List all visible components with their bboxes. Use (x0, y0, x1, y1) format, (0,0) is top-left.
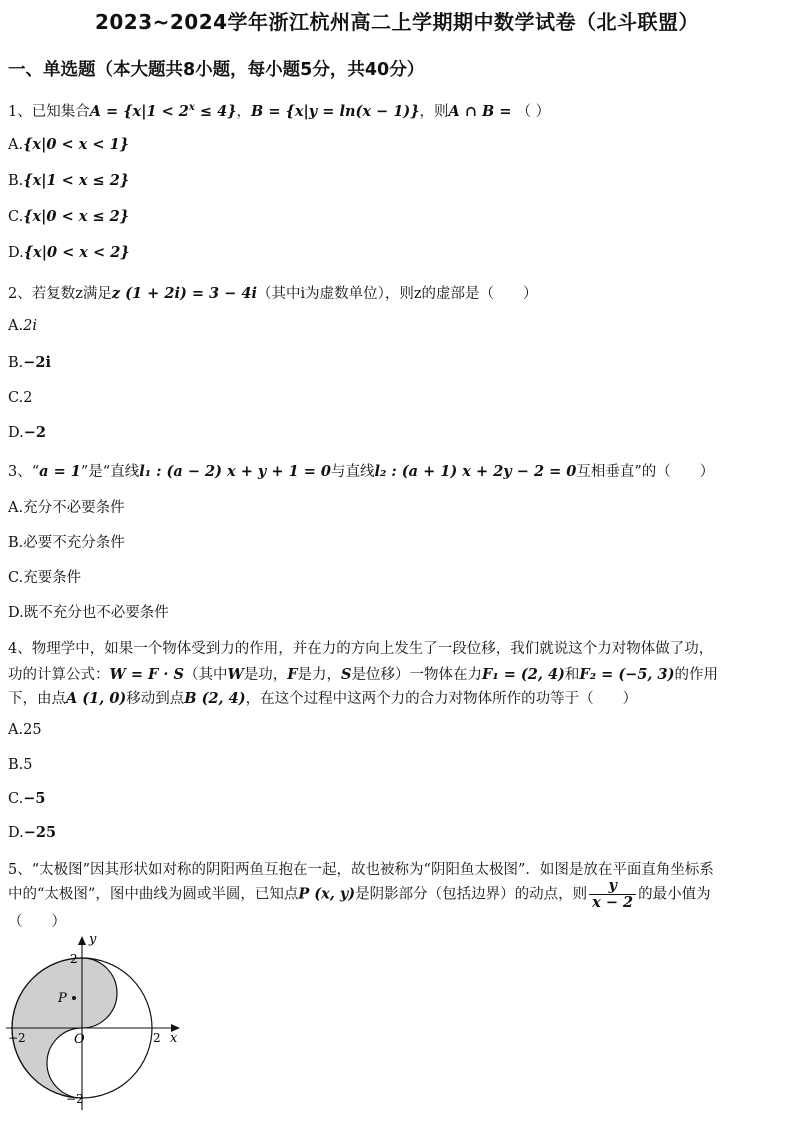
q1-setA: $A = \{x|1 < 2^x \le 4\}$ (89, 102, 237, 120)
q4-stem-line-2: 功的计算公式：W = F · S（其中W是功，F是力，S是位移）一物体在力F₁ = (2, 4)和F₂ = (−5, 3)的作用 (8, 666, 718, 683)
q4-option-b[interactable]: B.5 (8, 757, 33, 773)
tick-x-pos: 2 (153, 1031, 161, 1045)
y-axis-arrow (78, 936, 86, 945)
q4-force-1: F₁ = (2, 4) (482, 666, 565, 683)
q1-setB: B = {x|y = ln(x − 1)} (251, 103, 420, 120)
taiji-figure (0, 930, 200, 1120)
q3-option-d[interactable]: D.既不充分也不必要条件 (8, 605, 169, 621)
q2-option-b[interactable]: B.−2i (8, 354, 52, 371)
q1-paren: （ ） (516, 104, 551, 120)
q2-option-a[interactable]: A.2i (8, 318, 37, 334)
q1-expr: A ∩ B = (448, 103, 517, 120)
q3-option-a[interactable]: A.充分不必要条件 (8, 500, 125, 516)
q4-option-c[interactable]: C.−5 (8, 790, 46, 807)
q5-stem-line-1: 5、“太极图”因其形状如对称的阴阳两鱼互抱在一起，故也被称为“阴阳鱼太极图”．如图是放在平面直角坐标系 (8, 862, 714, 878)
q3-line-l1: l₁ : (a − 2) x + y + 1 = 0 (139, 463, 331, 480)
point-p-label: P (58, 991, 67, 1006)
q3-line-l2: l₂ : (a + 1) x + 2y − 2 = 0 (374, 463, 577, 480)
q1-option-d[interactable]: D.{x|0 < x < 2} (8, 244, 130, 261)
section-heading: 一、单选题（本大题共8小题，每小题5分，共40分） (8, 60, 425, 80)
q3-option-c[interactable]: C.充要条件 (8, 570, 82, 586)
q4-force-2: F₂ = (−5, 3) (579, 666, 675, 683)
q5-stem-line-3: （ ） (8, 914, 66, 930)
q4-point-a: A (1, 0) (66, 690, 127, 707)
q4-point-b: B (2, 4) (184, 690, 246, 707)
y-axis-label: y (89, 932, 97, 947)
q3-condition: a = 1 (39, 463, 81, 480)
q4-stem-line-1: 4、物理学中，如果一个物体受到力的作用，并在力的方向上发生了一段位移，我们就说这个力对物体做了功， (8, 641, 714, 657)
q4-stem-line-3: 下，由点A (1, 0)移动到点B (2, 4)，在这个过程中这两个力的合力对物体所作的功等于（ ） (8, 690, 638, 707)
tick-y-neg: −2 (66, 1092, 84, 1106)
q5-point-p: P (x, y) (298, 885, 356, 903)
q2-equation: z (1 + 2i) = 3 − 4i (111, 285, 257, 302)
q1-option-a[interactable]: A.{x|0 < x < 1} (8, 136, 129, 153)
q1-option-c[interactable]: C.{x|0 < x ≤ 2} (8, 208, 130, 225)
q1-option-b[interactable]: B.{x|1 < x ≤ 2} (8, 172, 130, 189)
q4-formula: W = F · S (109, 666, 184, 683)
q1-comma: ， (236, 104, 252, 120)
q5-stem-line-2: 中的“太极图”，图中曲线为圆或半圆，已知点P (x, y)是阴影部分（包括边界）的动点，则 $\frac{y}{x - 2}$ 的最小值为 (8, 877, 711, 911)
q2-stem (8, 282, 538, 303)
x-axis-label: x (170, 1031, 178, 1046)
q2-option-c[interactable]: C.2 (8, 390, 33, 406)
q1-stem (8, 100, 550, 121)
q2-stem-text: 2、若复数z满足 (8, 286, 112, 302)
q1-stem-text: 1、已知集合 (8, 104, 90, 120)
q4-option-d[interactable]: D.−25 (8, 824, 57, 841)
point-p-dot (72, 996, 76, 1000)
q2-stem-text-2: （其中i为虚数单位），则z的虚部是（ ） (257, 286, 538, 302)
q2-option-d[interactable]: D.−2 (8, 424, 46, 441)
q1-stem-text-2: ，则 (419, 104, 449, 120)
origin-label: O (74, 1032, 85, 1047)
page-title: 2023~2024学年浙江杭州高二上学期期中数学试卷（北斗联盟） (94, 10, 700, 34)
q4-option-a[interactable]: A.25 (8, 722, 42, 738)
tick-x-neg: −2 (8, 1031, 26, 1045)
tick-y-pos: 2 (70, 952, 78, 966)
q3-option-b[interactable]: B.必要不充分条件 (8, 535, 125, 551)
q3-stem: 3、“a = 1”是“直线l₁ : (a − 2) x + y + 1 = 0与直线l₂ : (a + 1) x + 2y − 2 = 0互相垂直”的（ ） (8, 463, 715, 480)
q5-fraction: $\frac{y}{x - 2}$ (589, 878, 636, 911)
